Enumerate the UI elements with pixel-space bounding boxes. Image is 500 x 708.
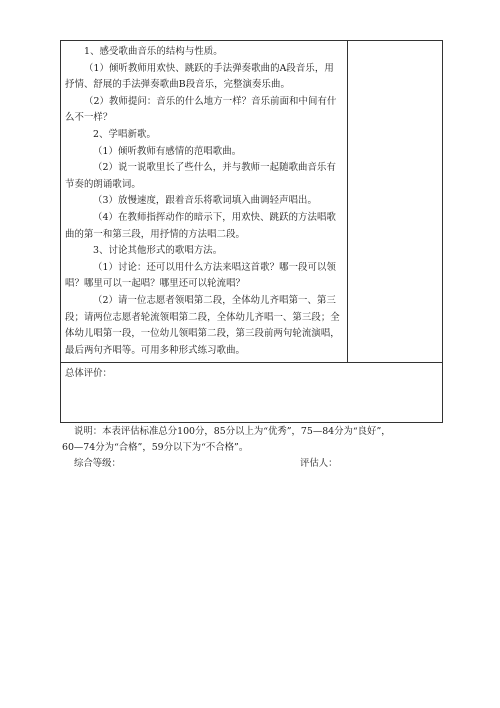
step-item: （3）放慢速度，跟着音乐将歌词填入曲调轻声唱出。 xyxy=(93,195,317,207)
assessor-label: 评估人： xyxy=(300,458,338,469)
evaluation-table xyxy=(60,40,443,423)
activity-row xyxy=(61,41,442,363)
overall-evaluation-row xyxy=(61,363,442,424)
scoring-note-line: 60—74分为“合格”，59分以下为“不合格”。 xyxy=(62,441,249,453)
score-cell xyxy=(348,41,442,362)
step-item: （4）在教师指挥动作的暗示下，用欢快、跳跃的方法唱歌曲的第一和第三段，用抒情的方法唱二段。 xyxy=(65,211,336,240)
step-heading: 1、感受歌曲音乐的结构与性质。 xyxy=(84,46,223,57)
activity-process-cell xyxy=(61,41,348,362)
scoring-note xyxy=(62,424,446,455)
step-item: （2）请一位志愿者领唱第二段，全体幼儿齐唱第一、第三段；请两位志愿者轮流领唱第二段，全体幼儿齐唱一、第三段；全体幼儿唱第一段，一位幼儿领唱第二段，第三段前两句轮流演唱，最后两句齐唱等。可用多种形式练习歌曲。 xyxy=(65,294,340,356)
step-item: （1）倾听教师有感情的范唱歌曲。 xyxy=(93,145,242,157)
overall-evaluation-label: 总体评价： xyxy=(65,368,112,379)
scoring-note-line: 说明：本表评估标准总分100分，85分以上为“优秀”，75—84分为“良好”， xyxy=(74,426,391,437)
step-item: （1）倾听教师用欢快、跳跃的手法弹奏歌曲的A段音乐，用抒情、舒展的手法弹奏歌曲B段音乐，完整演奏乐曲。 xyxy=(65,62,334,91)
step-heading: 2、学唱新歌。 xyxy=(93,128,156,140)
overall-grade-label: 综合等级： xyxy=(74,458,121,469)
step-item: （2）说一说歌里长了些什么，并与教师一起随歌曲音乐有节奏的朗诵歌词。 xyxy=(65,162,336,190)
step-item: （2）教师提问：音乐的什么地方一样？音乐前面和中间有什么不一样？ xyxy=(65,95,337,124)
step-heading: 3、讨论其他形式的歌唱方法。 xyxy=(93,245,223,257)
step-item: （1）讨论：还可以用什么方法来唱这首歌？哪一段可以领唱？哪里可以一起唱？哪里还可以轮流唱？ xyxy=(65,261,336,290)
